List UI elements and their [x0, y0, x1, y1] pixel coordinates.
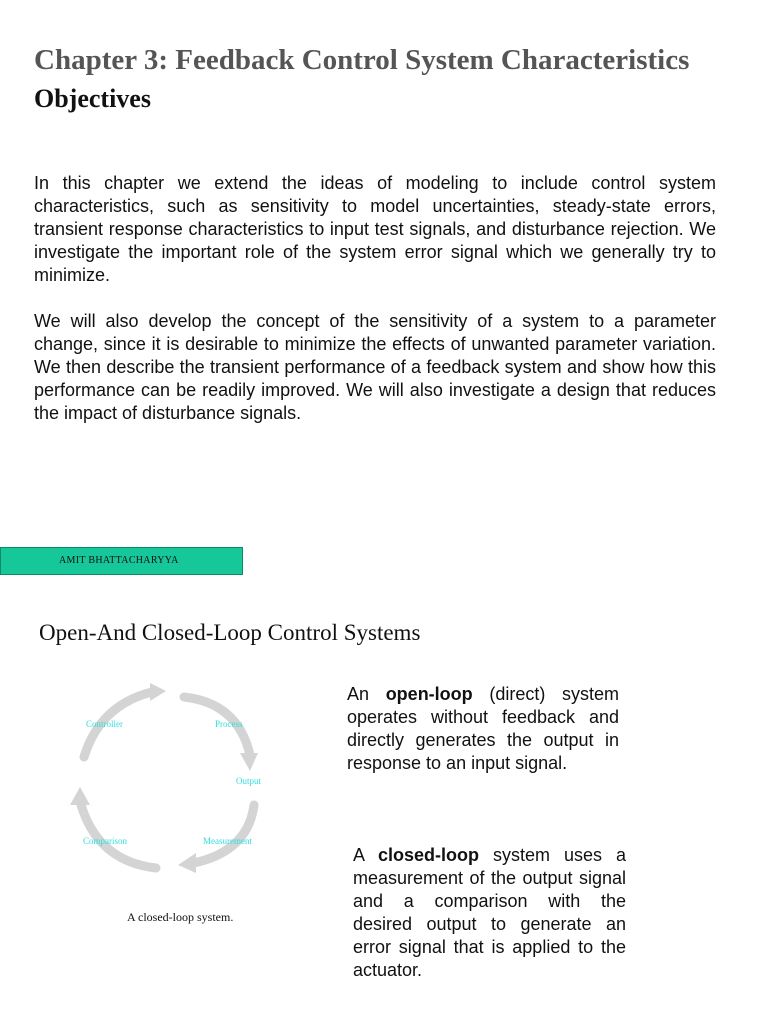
author-banner: AMIT BHATTACHARYYA	[0, 547, 243, 575]
arrow-output-to-measurement	[194, 805, 254, 863]
closed-loop-diagram	[60, 675, 280, 900]
open-loop-text: (direct) system operates without feedback and directly generates the output in response to an input signal.	[347, 684, 619, 773]
arrowhead-bottom	[178, 853, 196, 873]
intro-paragraph-2: We will also develop the concept of the sensitivity of a system to a parameter change, since it is desirable to minimize the effects of unwanted parameter variation. We then describe the transient performance of a feedback system and show how this performance can be readily improved. We will also investigate a design that reduces the impact of disturbance signals.	[34, 311, 716, 423]
arrow-comparison-to-controller	[80, 801, 156, 868]
label-measurement: Measurement	[203, 836, 252, 846]
open-loop-description	[347, 683, 619, 775]
closed-loop-prefix: A	[353, 845, 365, 865]
objectives-heading: Objectives	[34, 84, 151, 113]
label-comparison: Comparison	[83, 836, 127, 846]
diagram-caption: A closed-loop system.	[127, 910, 234, 924]
label-process: Process	[215, 719, 243, 729]
label-output: Output	[236, 776, 262, 786]
label-controller: Controller	[86, 719, 123, 729]
section-title: Open-And Closed-Loop Control Systems	[39, 620, 421, 645]
chapter-title: Chapter 3: Feedback Control System Characteristics	[34, 44, 690, 76]
closed-loop-text: system uses a measurement of the output signal and a comparison with the desired output to generate an error signal that is applied to the actuator.	[353, 845, 626, 980]
arrowhead-top	[150, 683, 166, 701]
open-loop-term: open-loop	[385, 684, 473, 704]
closed-loop-description	[353, 844, 626, 982]
closed-loop-term: closed-loop	[378, 845, 480, 865]
intro-paragraph-1: In this chapter we extend the ideas of modeling to include control system characteristics, such as sensitivity to model uncertainties, steady-state errors, transient response characteristics to input test signals, and disturbance rejection. We investigate the important role of the system error signal which we generally try to minimize.	[34, 173, 716, 285]
arrowhead-right	[240, 753, 258, 771]
arrowhead-left	[70, 787, 90, 805]
open-loop-prefix: An	[347, 684, 370, 704]
